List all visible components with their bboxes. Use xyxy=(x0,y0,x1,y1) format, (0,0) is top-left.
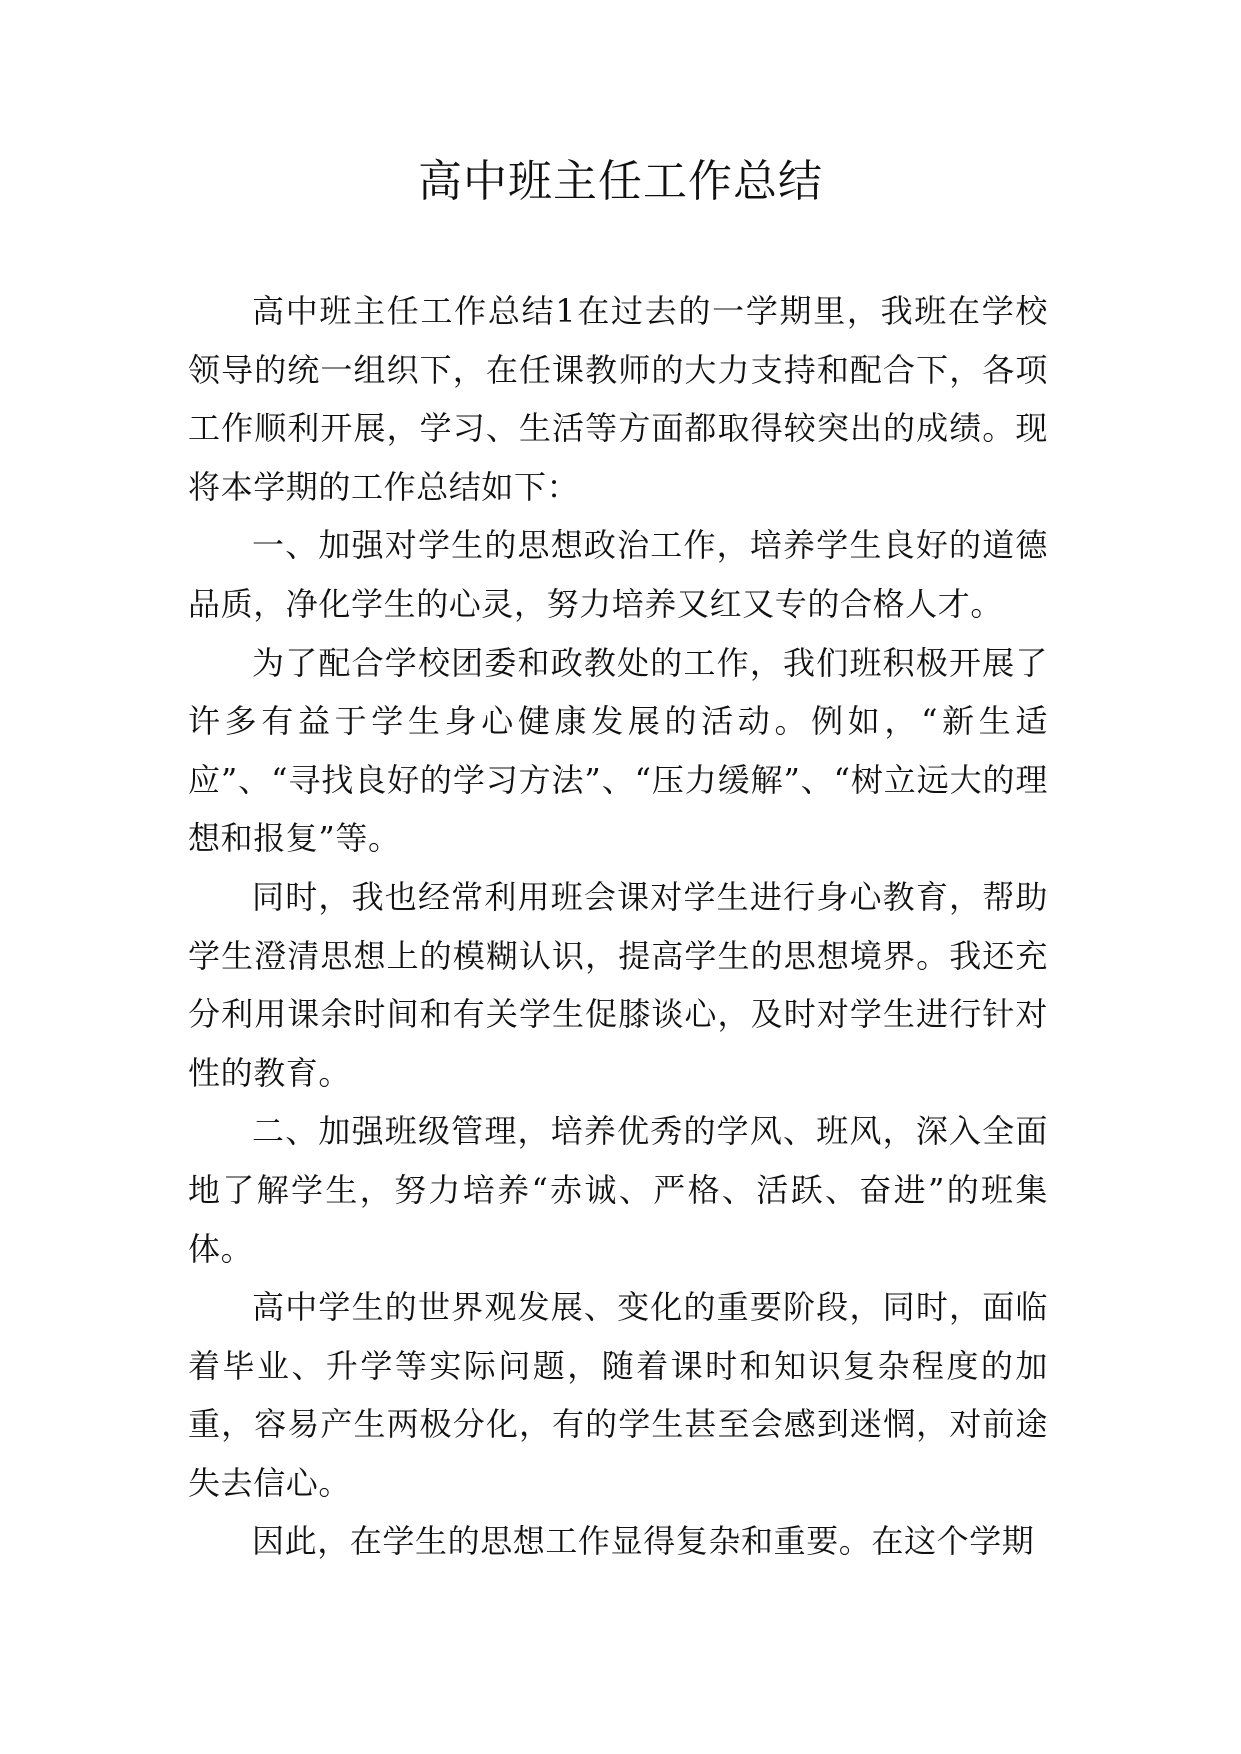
paragraph: 一、加强对学生的思想政治工作，培养学生良好的道德品质，净化学生的心灵，努力培养又红又专的合格人才。 xyxy=(188,526,1048,623)
paragraph: 高中学生的世界观发展、变化的重要阶段，同时，面临着毕业、升学等实际问题，随着课时和知识复杂程度的加重，容易产生两极分化，有的学生甚至会感到迷惘，对前途失去信心。 xyxy=(188,1288,1048,1502)
paragraph: 高中班主任工作总结1在过去的一学期里，我班在学校领导的统一组织下，在任课教师的大力支持和配合下，各项工作顺利开展，学习、生活等方面都取得较突出的成绩。现将本学期的工作总结如下： xyxy=(188,292,1048,506)
paragraph: 同时，我也经常利用班会课对学生进行身心教育，帮助学生澄清思想上的模糊认识，提高学生的思想境界。我还充分利用课余时间和有关学生促膝谈心，及时对学生进行针对性的教育。 xyxy=(188,877,1048,1092)
document-title: 高中班主任工作总结 xyxy=(418,156,823,207)
paragraph: 因此，在学生的思想工作显得复杂和重要。在这个学期 xyxy=(252,1522,1035,1561)
paragraph: 为了配合学校团委和政教处的工作，我们班积极开展了许多有益于学生身心健康发展的活动。例如，“新生适应”、“寻找良好的学习方法”、“压力缓解”、“树立远大的理想和报复”等。 xyxy=(188,643,1048,858)
document-body xyxy=(188,282,1048,1571)
paragraph: 二、加强班级管理，培养优秀的学风、班风，深入全面地了解学生，努力培养“赤诚、严格、活跃、奋进”的班集体。 xyxy=(188,1112,1048,1268)
